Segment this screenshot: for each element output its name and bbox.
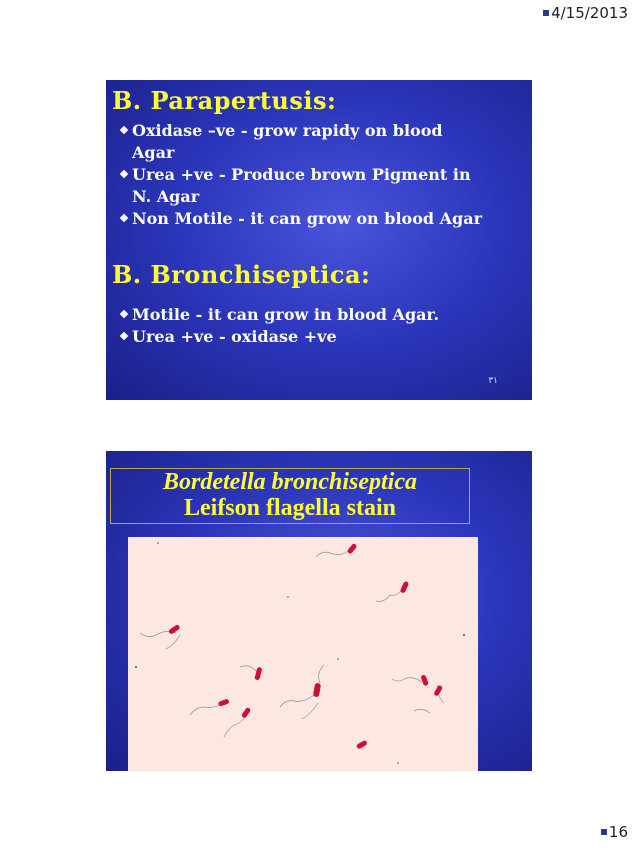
micrograph-image [128,537,478,771]
list-item [120,120,532,164]
list-item [120,326,532,348]
diamond-bullet-icon [120,214,128,222]
item-line: Non Motile - it can grow on blood Agar [132,209,483,228]
page-number [601,823,628,841]
item-line: N. Agar [132,187,200,206]
slide-title-stain: Leifson flagella stain [183,495,396,521]
item-line: Agar [132,143,175,162]
bronchiseptica-list [120,304,532,348]
list-item [120,164,532,208]
date-text: 4/15/2013 [551,4,628,22]
page-number-text: 16 [608,823,628,841]
item-line: Oxidase –ve - grow rapidy on blood [132,121,443,140]
diamond-bullet-icon [120,126,128,134]
item-line: Motile - it can grow in blood Agar. [132,305,440,324]
slide-title-organism: Bordetella bronchiseptica [163,469,417,495]
square-bullet-icon [601,829,607,835]
slide-number: ٣١ [488,376,498,386]
slide-parapertusis [106,80,532,400]
bacteria-micrograph [128,537,478,771]
header-date [543,4,628,22]
slide-title-box [110,468,470,524]
item-line: Urea +ve - oxidase +ve [132,327,337,346]
slide-flagella-stain [106,451,532,771]
heading-bronchiseptica: B. Bronchiseptica: [112,260,371,289]
diamond-bullet-icon [120,332,128,340]
item-line: Urea +ve - Produce brown Pigment in [132,165,471,184]
parapertusis-list [120,120,532,230]
heading-parapertusis: B. Parapertusis: [112,86,337,115]
square-bullet-icon [543,10,549,16]
list-item [120,208,532,230]
diamond-bullet-icon [120,170,128,178]
list-item [120,304,532,326]
diamond-bullet-icon [120,310,128,318]
